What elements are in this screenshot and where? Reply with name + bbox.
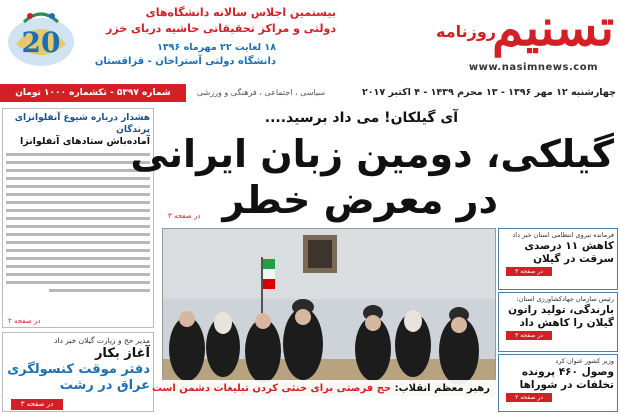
news-brief[interactable] [498, 292, 618, 352]
newspaper-logo[interactable] [384, 2, 614, 80]
lead-headline-line-2: در معرض خطر [222, 178, 498, 222]
promo-line-3: ۱۸ لغایت ۲۲ مهرماه ۱۳۹۶ [157, 42, 276, 53]
promo-line-1: بیستمین اجلاس سالانه دانشگاه‌های [145, 6, 336, 19]
article-kicker: مدیر حج و زیارت گیلان خبر داد [54, 336, 150, 345]
article-headline-line-3: عراق در رشت [59, 378, 150, 393]
website-url[interactable]: www.nasimnews.com [468, 62, 598, 73]
issue-number-price: شماره ۵۳۹۷ - تکشماره ۱۰۰۰ تومان [0, 84, 186, 102]
promo-line-4: دانشگاه دولتی آستراخان - قزاقستان [94, 56, 276, 67]
article-body-text [6, 153, 150, 313]
masthead [0, 0, 620, 80]
lead-story[interactable] [130, 108, 618, 226]
emblem-number: 20 [21, 26, 61, 59]
brief-title-line-1: بارندگی، تولید راتون [508, 304, 614, 316]
continue-link[interactable]: در صفحه ۳ [168, 212, 201, 220]
caption-prefix: رهبر معظم انقلاب: [394, 383, 490, 394]
news-brief[interactable] [498, 354, 618, 412]
article-headline-line-1: آغاز بکار [94, 346, 150, 361]
article-kicker: هشدار درباره شیوع آنفلوانزای پرندگان [14, 113, 150, 135]
tagline: سیاسی ، اجتماعی ، فرهنگی و ورزشی [196, 88, 326, 97]
conference-emblem-icon [6, 4, 76, 70]
logo-wordmark: تسنیم [492, 0, 614, 57]
brief-title-line-1: کاهش ۱۱ درصدی [524, 240, 614, 252]
lead-kicker: آی گیلکان! می داد برسید.... [264, 110, 458, 126]
consulate-article[interactable] [2, 332, 154, 412]
brief-title-line-1: وصول ۴۶۰ پرونده [521, 366, 614, 378]
brief-kicker: فرمانده نیروی انتظامی استان خبر داد [512, 231, 614, 239]
meeting-photo-illustration [163, 229, 496, 396]
caption-quote: حج فرصتی برای خنثی کردن تبلیغات دشمن است [151, 383, 392, 394]
date-bar [0, 82, 620, 104]
continue-link[interactable]: در صفحه ۲ [8, 317, 41, 325]
continue-link[interactable]: در صفحه ۳ [506, 331, 552, 340]
continue-link[interactable]: در صفحه ۳ [506, 267, 552, 276]
lead-headline-line-1: گیلکی، دومین زبان ایرانی [130, 132, 614, 176]
brief-title-line-2: گیلان را کاهش داد [519, 317, 614, 329]
brief-kicker: رئیس سازمان جهادکشاورزی استان: [516, 295, 614, 303]
brief-title-line-2: سرقت در گیلان [533, 253, 614, 265]
promo-banner[interactable] [4, 0, 336, 74]
lead-photo[interactable] [162, 228, 496, 396]
brief-kicker: وزیر کشور عنوان کرد [555, 357, 614, 365]
continue-link[interactable]: در صفحه ۳ [11, 399, 63, 410]
photo-caption[interactable] [151, 380, 496, 398]
article-headline-line-2: دفتر موقت کنسولگری [7, 362, 150, 377]
right-column [498, 228, 618, 412]
news-brief[interactable] [498, 228, 618, 290]
issue-date: چهارشنبه ۱۲ مهر ۱۳۹۶ - ۱۳ محرم ۱۴۳۹ - ۴ اکتبر ۲۰۱۷ [361, 87, 616, 98]
article-headline: آماده‌باش ستادهای آنفلوانزا [19, 136, 150, 147]
logo-prefix: روزنامه [436, 22, 496, 41]
brief-title-line-2: تخلفات در شوراها [519, 379, 614, 391]
continue-link[interactable]: در صفحه ۲ [506, 393, 552, 402]
promo-line-2: دولتی و مراکز تحقیقاتی حاشیه دریای خزر [106, 22, 336, 35]
